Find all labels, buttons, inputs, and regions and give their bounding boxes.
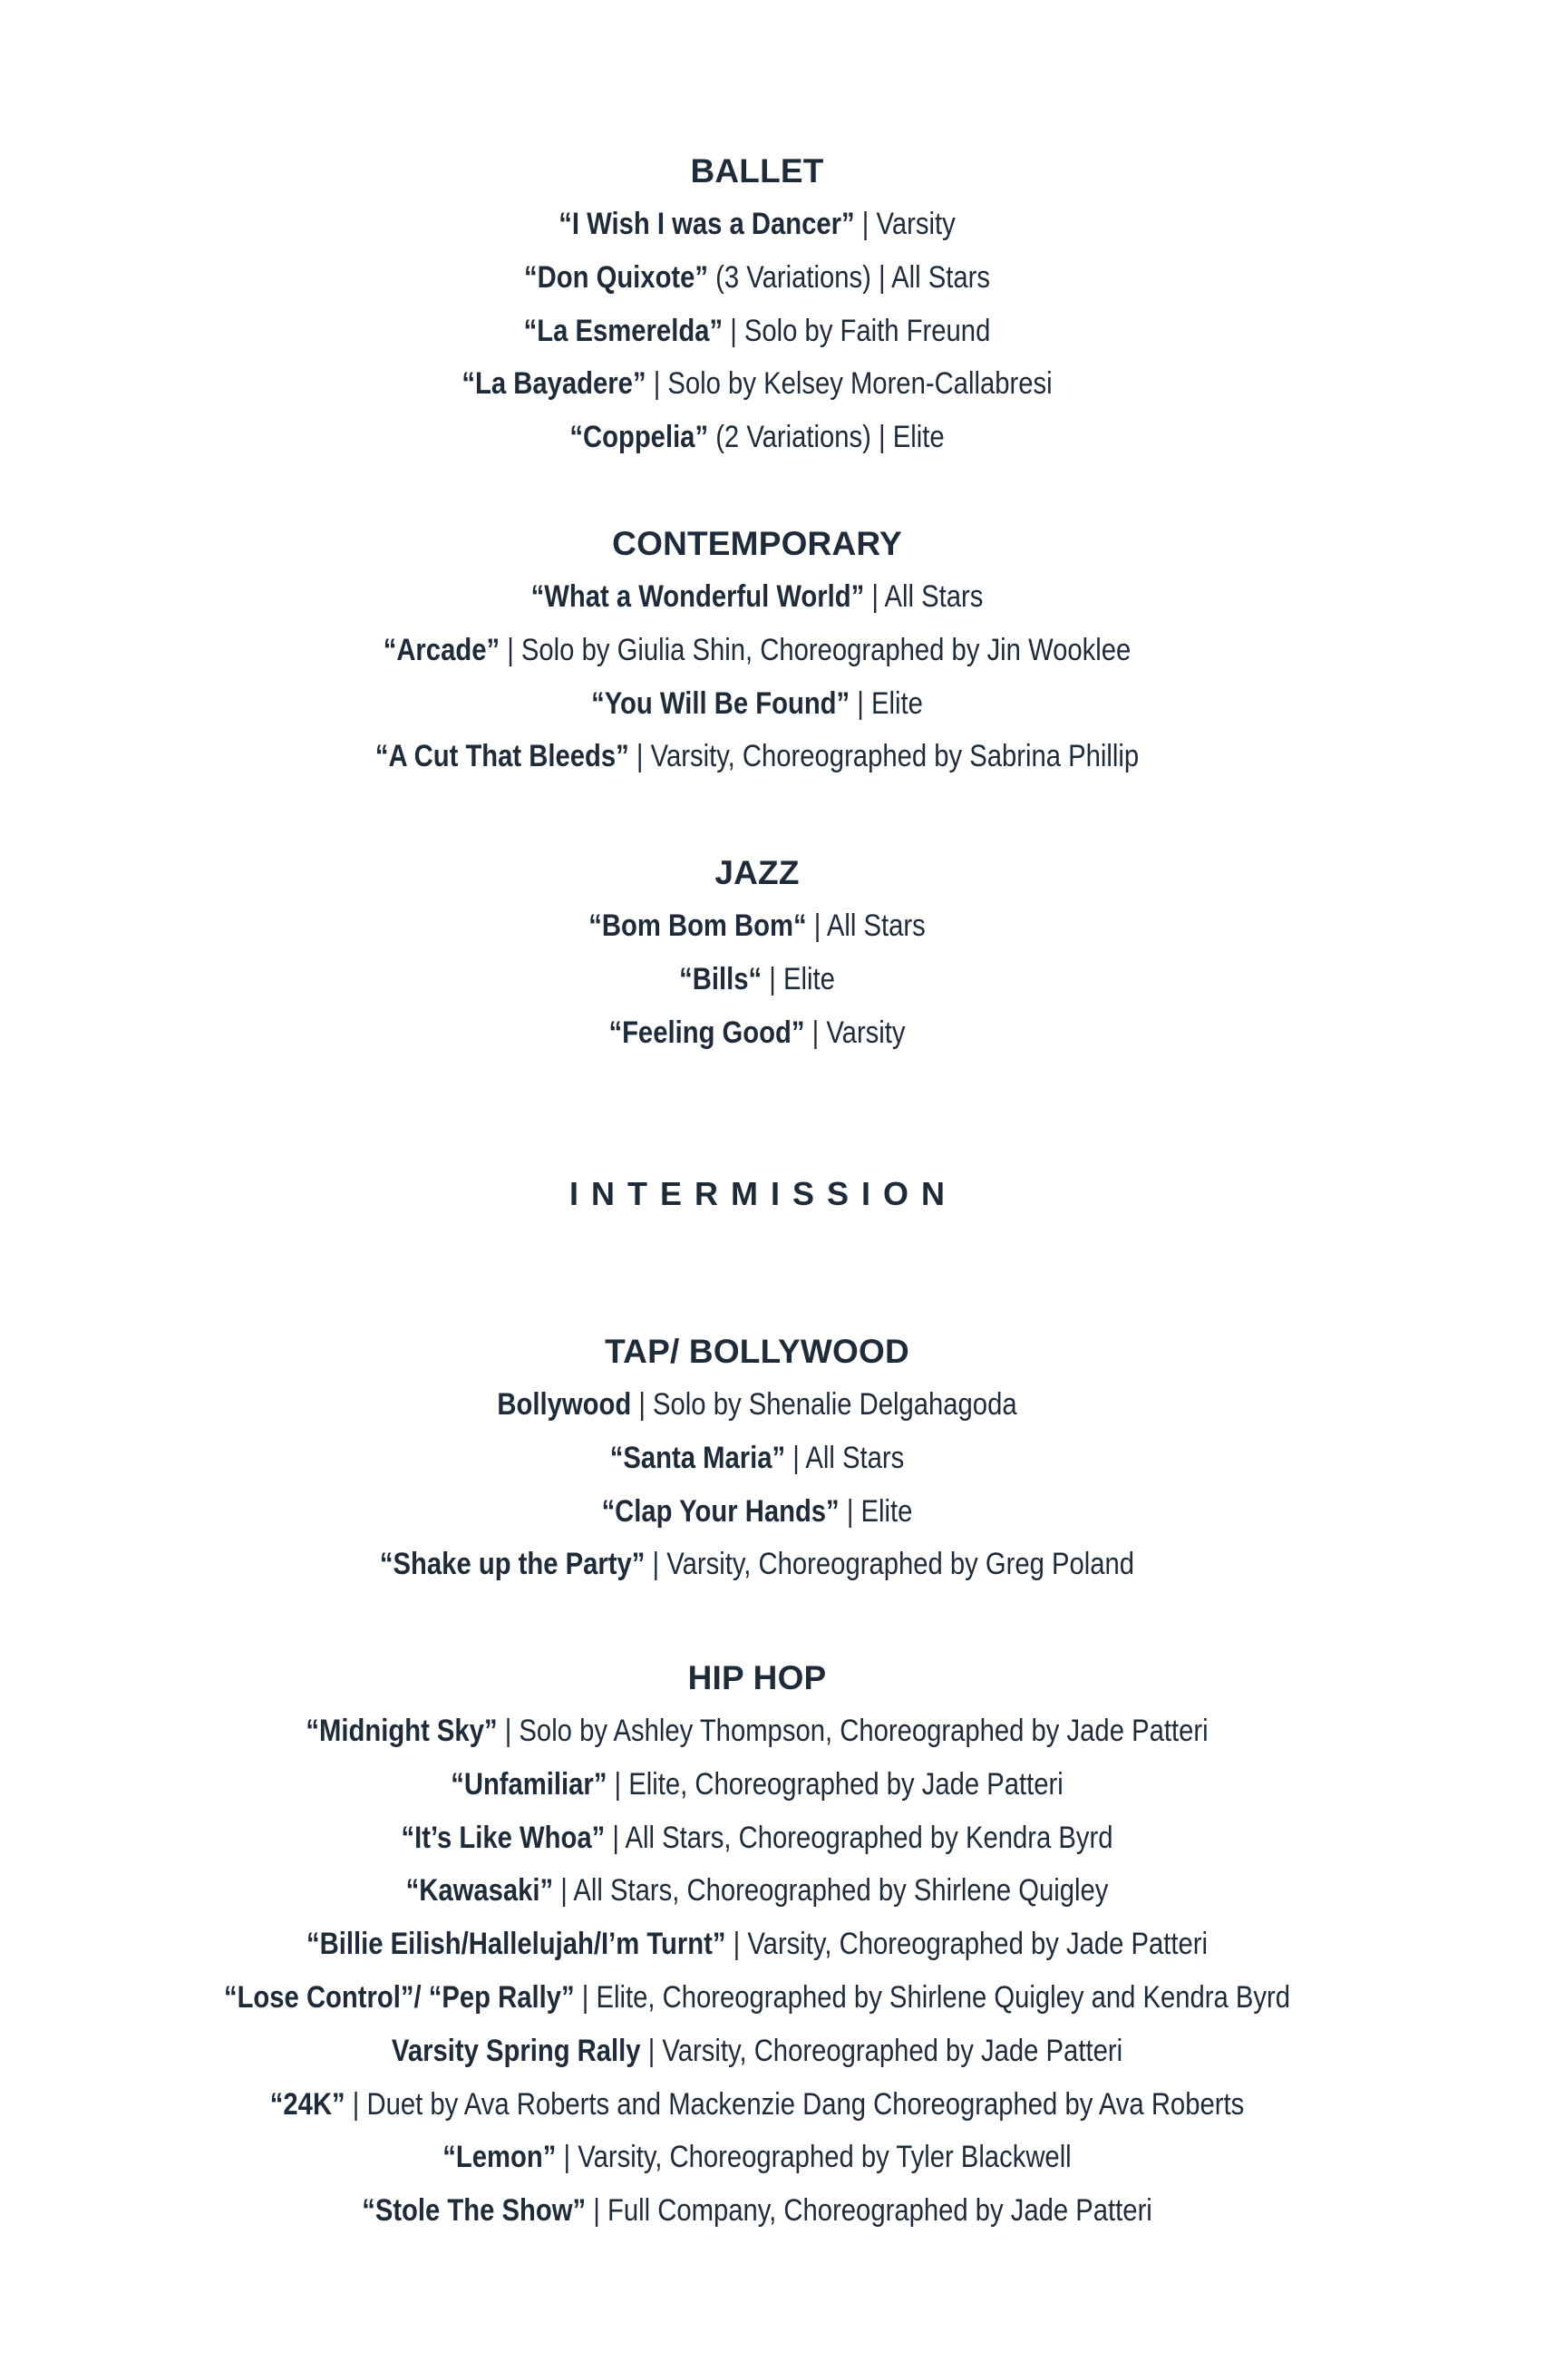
piece-title: “Santa Maria” bbox=[609, 1440, 786, 1475]
list-item bbox=[106, 1812, 1408, 1865]
piece-title: “La Bayadere” bbox=[461, 366, 646, 402]
section-hip-hop bbox=[0, 1652, 1514, 2238]
list-item bbox=[106, 899, 1408, 953]
piece-title: “What a Wonderful World” bbox=[530, 579, 865, 614]
piece-detail: | All Stars, Choreographed by Shirlene Quigley bbox=[553, 1873, 1109, 1909]
list-item bbox=[106, 677, 1408, 731]
intermission-label: INTERMISSION bbox=[568, 1175, 957, 1212]
piece-title: “A Cut That Bleeds” bbox=[374, 739, 629, 774]
piece-title: “Bills“ bbox=[679, 961, 763, 996]
section-heading: BALLET bbox=[690, 152, 824, 189]
section-heading: CONTEMPORARY bbox=[612, 525, 902, 562]
list-item bbox=[106, 1705, 1408, 1758]
piece-title: “Billie Eilish/Hallelujah/I’m Turnt” bbox=[306, 1927, 726, 1962]
piece-title: “Don Quixote” bbox=[523, 259, 709, 295]
list-item bbox=[106, 570, 1408, 624]
list-item bbox=[106, 2078, 1408, 2132]
piece-detail: | Varsity, Choreographed by Tyler Blackwell bbox=[556, 2140, 1072, 2175]
list-item bbox=[106, 1864, 1408, 1918]
list-item bbox=[106, 1432, 1408, 1485]
piece-detail: | Full Company, Choreographed by Jade Patteri bbox=[586, 2193, 1152, 2229]
piece-title: “Kawasaki” bbox=[405, 1873, 554, 1909]
piece-detail: | Elite bbox=[850, 685, 923, 721]
piece-title: “Arcade” bbox=[383, 632, 500, 667]
piece-detail: | Elite bbox=[762, 961, 835, 996]
section-ballet bbox=[0, 145, 1514, 464]
section-heading: TAP/ BOLLYWOOD bbox=[605, 1333, 909, 1370]
piece-title: “Shake up the Party” bbox=[379, 1547, 646, 1582]
piece-detail: | Solo by Faith Freund bbox=[723, 313, 991, 348]
piece-title: “La Esmerelda” bbox=[523, 313, 724, 348]
piece-detail: | All Stars bbox=[864, 579, 984, 614]
section-tap-bollywood bbox=[0, 1326, 1514, 1591]
list-item bbox=[106, 198, 1408, 251]
list-item bbox=[106, 2131, 1408, 2184]
piece-detail: | Elite bbox=[839, 1493, 913, 1529]
list-item bbox=[106, 1378, 1408, 1432]
piece-title: “Coppelia” bbox=[569, 420, 709, 455]
list-item bbox=[106, 1538, 1408, 1591]
section-heading: HIP HOP bbox=[687, 1659, 827, 1696]
piece-detail: (3 Variations) | All Stars bbox=[708, 259, 990, 295]
list-item bbox=[106, 1758, 1408, 1812]
list-item bbox=[106, 730, 1408, 783]
list-item bbox=[106, 953, 1408, 1006]
piece-detail: | Varsity, Choreographed by Jade Patteri bbox=[725, 1927, 1208, 1962]
piece-detail: | Solo by Kelsey Moren-Callabresi bbox=[646, 366, 1053, 402]
piece-title: “Clap Your Hands” bbox=[601, 1493, 840, 1529]
piece-title: “It’s Like Whoa” bbox=[401, 1820, 606, 1855]
piece-detail: | Elite, Choreographed by Shirlene Quigley and Kendra Byrd bbox=[574, 1979, 1291, 2015]
list-item bbox=[106, 2184, 1408, 2238]
piece-title: “Feeling Good” bbox=[608, 1015, 805, 1050]
piece-detail: | Solo by Giulia Shin, Choreographed by Jin Wooklee bbox=[500, 632, 1132, 667]
list-item bbox=[106, 1918, 1408, 1971]
piece-detail: | Duet by Ava Roberts and Mackenzie Dang Choreographed by Ava Roberts bbox=[345, 2086, 1245, 2122]
list-item bbox=[106, 305, 1408, 358]
list-item bbox=[106, 1971, 1408, 2025]
list-item bbox=[106, 1006, 1408, 1060]
piece-title: Varsity Spring Rally bbox=[391, 2033, 641, 2068]
piece-title: “Stole The Show” bbox=[362, 2193, 587, 2229]
section-contemporary bbox=[0, 518, 1514, 783]
piece-detail: | Varsity bbox=[854, 207, 956, 241]
piece-detail: | Varsity, Choreographed by Jade Patteri bbox=[640, 2033, 1123, 2068]
piece-title: “Bom Bom Bom“ bbox=[588, 908, 807, 943]
piece-detail: | Varsity, Choreographed by Greg Poland bbox=[645, 1547, 1135, 1582]
piece-title: “You Will Be Found” bbox=[591, 685, 850, 721]
list-item bbox=[106, 357, 1408, 411]
section-jazz bbox=[0, 847, 1514, 1059]
piece-title: “Midnight Sky” bbox=[306, 1714, 498, 1748]
piece-title: “Unfamiliar” bbox=[451, 1766, 607, 1802]
piece-detail: | All Stars bbox=[806, 908, 926, 943]
piece-detail: | All Stars bbox=[785, 1440, 905, 1475]
piece-title: “Lemon” bbox=[442, 2140, 557, 2175]
piece-detail: | Solo by Ashley Thompson, Choreographed by Jade Patteri bbox=[497, 1714, 1209, 1748]
list-item bbox=[106, 2025, 1408, 2078]
piece-detail: | Solo by Shenalie Delgahagoda bbox=[631, 1387, 1017, 1422]
piece-detail: | Varsity bbox=[804, 1015, 906, 1050]
piece-detail: | Elite, Choreographed by Jade Patteri bbox=[607, 1766, 1064, 1802]
list-item bbox=[106, 624, 1408, 677]
piece-title: Bollywood bbox=[497, 1387, 632, 1422]
piece-detail: (2 Variations) | Elite bbox=[708, 420, 945, 455]
piece-title: “Lose Control”/ “Pep Rally” bbox=[223, 1979, 575, 2015]
list-item bbox=[106, 1485, 1408, 1539]
piece-detail: | Varsity, Choreographed by Sabrina Phillip bbox=[628, 739, 1140, 774]
piece-detail: | All Stars, Choreographed by Kendra Byrd bbox=[605, 1820, 1113, 1855]
list-item bbox=[106, 411, 1408, 464]
piece-title: “24K” bbox=[269, 2086, 345, 2122]
section-heading: JAZZ bbox=[714, 854, 800, 891]
piece-title: “I Wish I was a Dancer” bbox=[559, 207, 855, 241]
list-item bbox=[106, 251, 1408, 305]
